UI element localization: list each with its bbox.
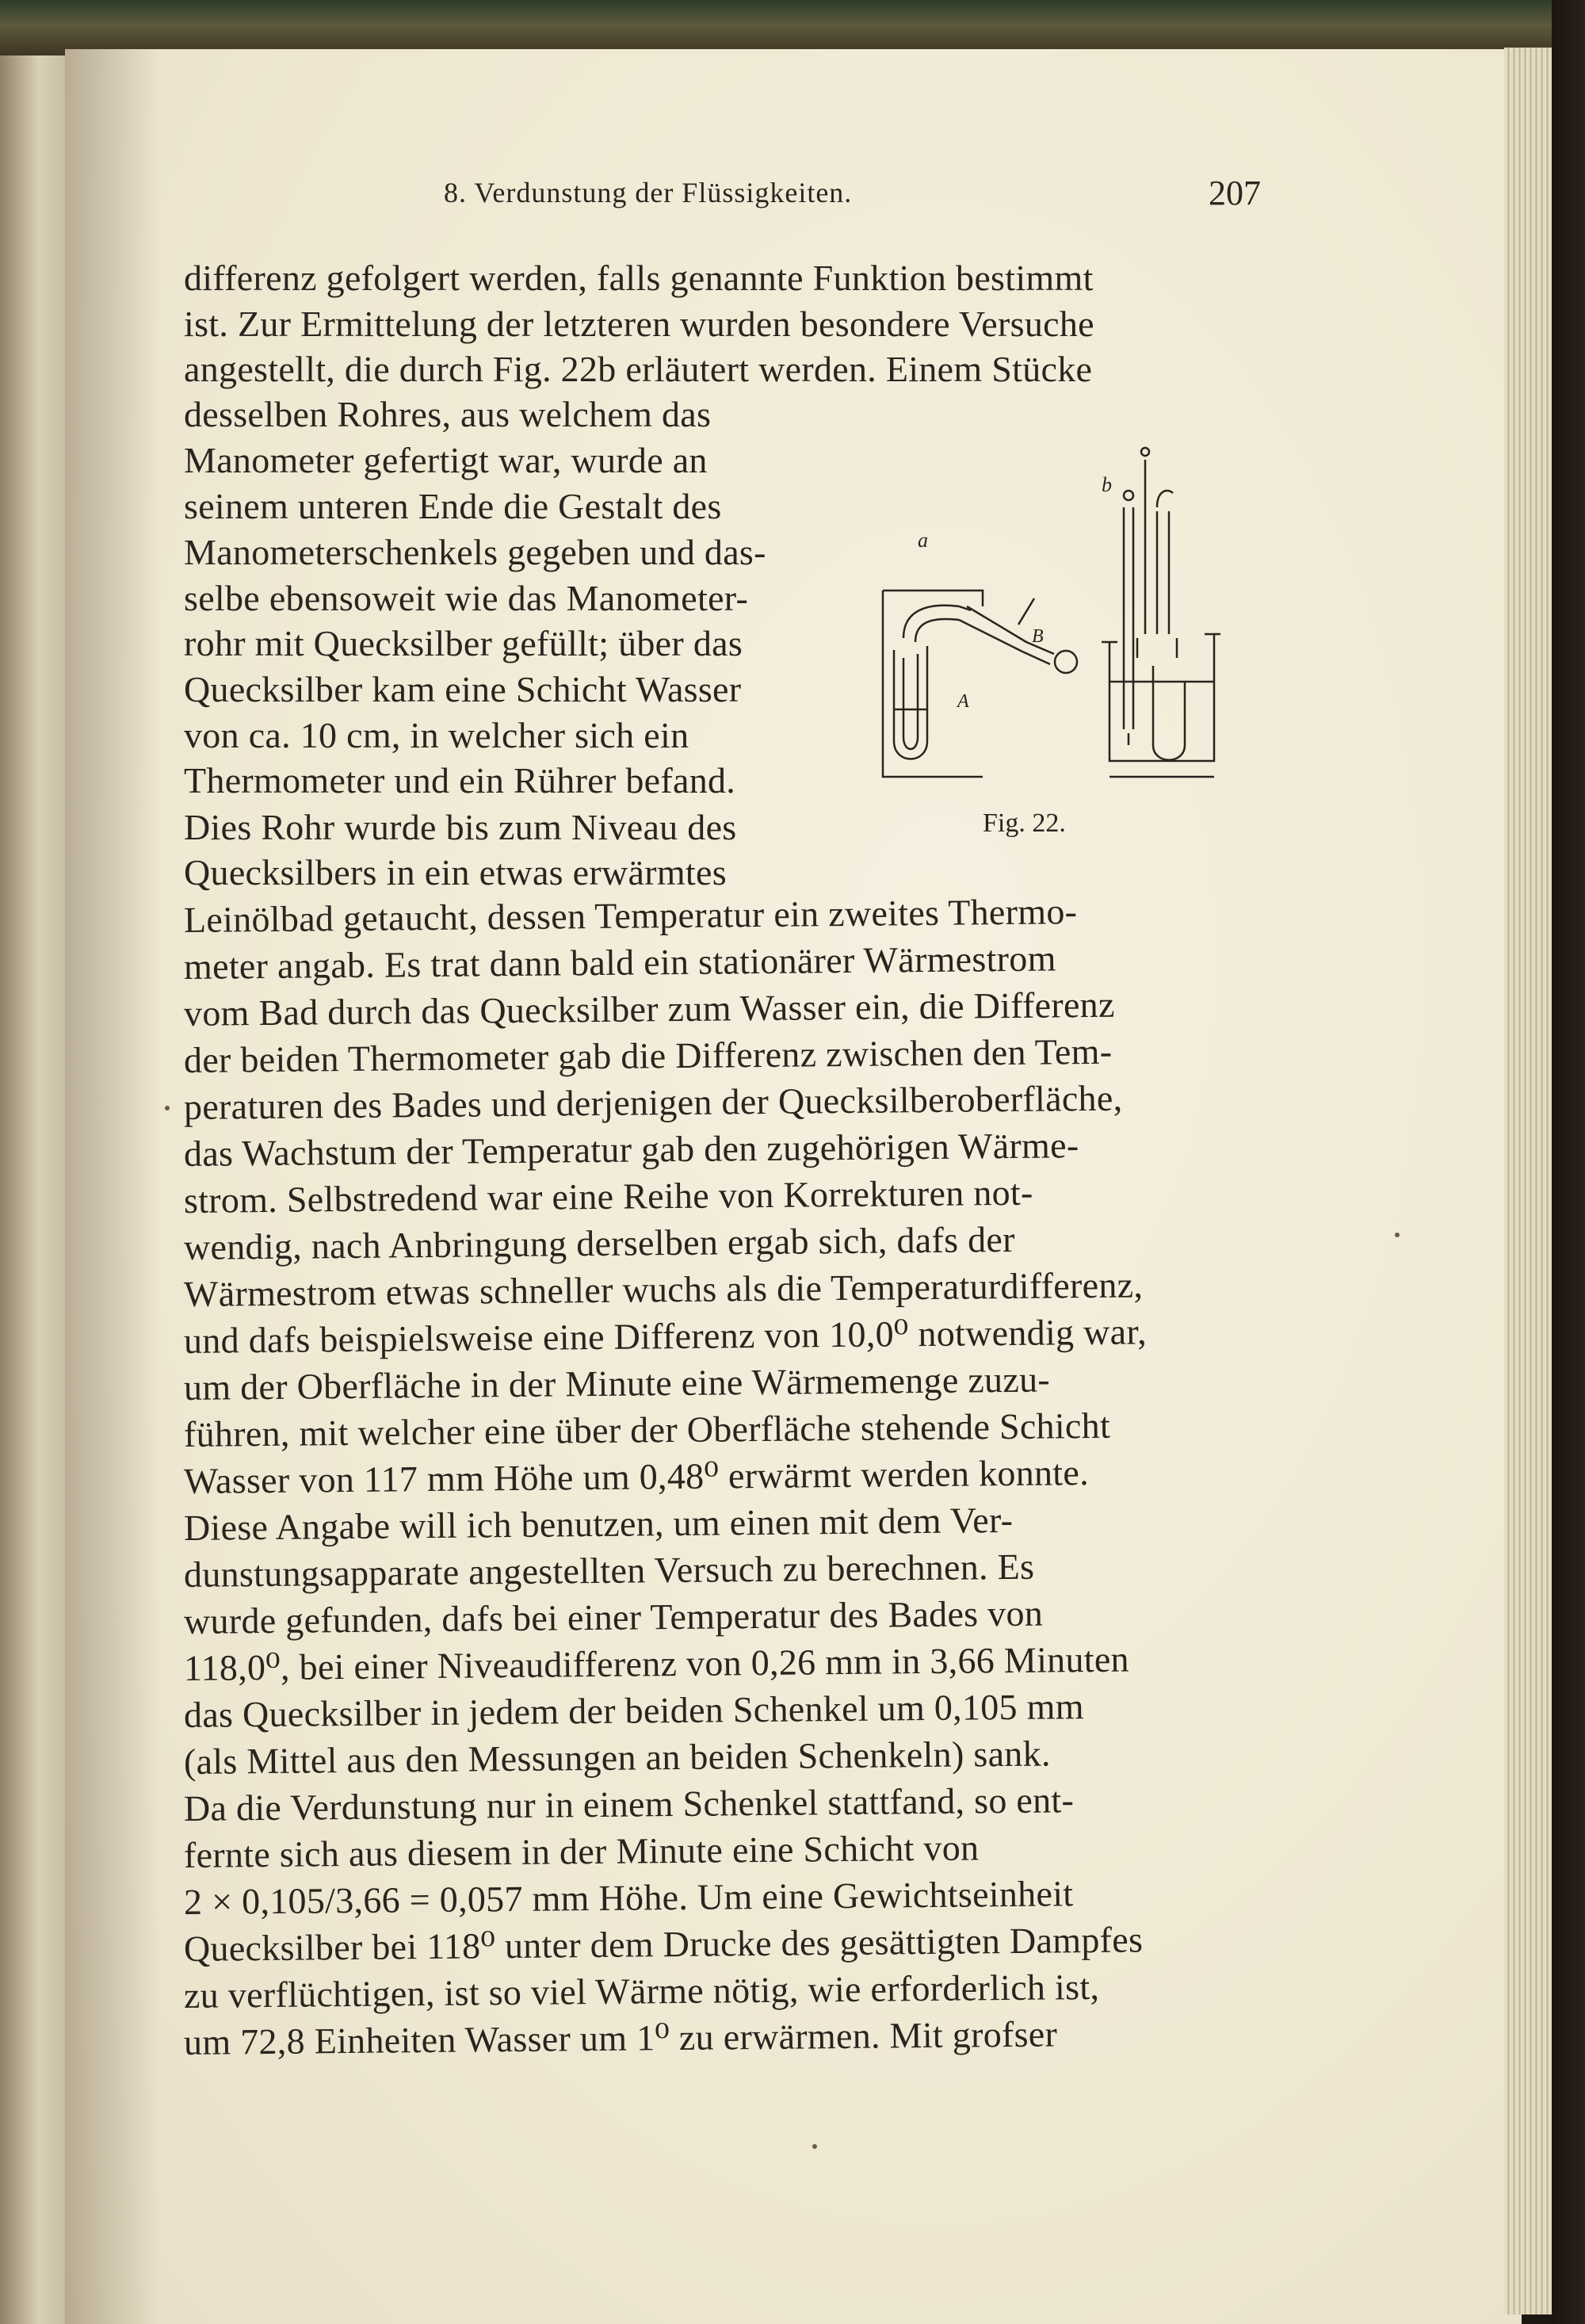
text-line: um der Oberfläche in der Minute eine Wärmemenge zuzu- xyxy=(183,1359,1051,1408)
text-line: fernte sich aus diesem in der Minute eine Schicht von xyxy=(183,1827,980,1875)
text-line: Quecksilber bei 118⁰ unter dem Drucke des gesättigten Dampfes xyxy=(183,1919,1144,1969)
u-tube-a xyxy=(894,646,927,759)
print-speck xyxy=(812,2144,817,2149)
text-line: Quecksilbers in ein etwas erwärmtes xyxy=(184,852,727,893)
text-line: um 72,8 Einheiten Wasser um 1⁰ zu erwärmen. Mit grofser xyxy=(183,2013,1058,2062)
text-line: seinem unteren Ende die Gestalt des xyxy=(184,486,722,526)
text-line: Diese Angabe will ich benutzen, um einen mit dem Ver- xyxy=(183,1499,1014,1548)
label-A: A xyxy=(957,691,969,712)
text-line: Manometerschenkels gegeben und das- xyxy=(184,532,766,572)
text-line: dunstungsapparate angestellten Versuch zu berechnen. Es xyxy=(183,1546,1035,1595)
text-line: selbe ebensoweit wie das Manometer- xyxy=(184,578,749,618)
text-line: angestellt, die durch Fig. 22b erläutert werden. Einem Stücke xyxy=(184,349,1093,389)
text-line: Quecksilber kam eine Schicht Wasser xyxy=(184,669,742,709)
running-head: 8. Verdunstung der Flüssigkeiten. xyxy=(444,177,853,208)
text-line: Da die Verdunstung nur in einem Schenkel stattfand, so ent- xyxy=(183,1779,1075,1829)
text-line: strom. Selbstredend war eine Reihe von Korrekturen not- xyxy=(183,1172,1033,1221)
text-line: Wasser von 117 mm Höhe um 0,48⁰ erwärmt werden konnte. xyxy=(183,1452,1090,1501)
page-number: 207 xyxy=(1209,174,1261,212)
text-line: ist. Zur Ermittelung der letzteren wurden besondere Versuche xyxy=(184,304,1094,344)
print-speck xyxy=(165,1106,170,1110)
page-gutter-shadow xyxy=(65,49,160,2324)
text-line: meter angab. Es trat dann bald ein stationärer Wärmestrom xyxy=(183,938,1056,987)
book-cover-right xyxy=(1552,0,1585,2324)
previous-page-edge xyxy=(0,55,65,2324)
page-stack-edges xyxy=(1504,48,1552,2314)
text-line: vom Bad durch das Quecksilber zum Wasser ein, die Differenz xyxy=(183,984,1115,1034)
figure-caption: Fig. 22. xyxy=(983,808,1066,838)
print-speck xyxy=(1395,1233,1400,1237)
text-line: wendig, nach Anbringung derselben ergab sich, dafs der xyxy=(183,1218,1015,1267)
text-line: zu verflüchtigen, ist so viel Wärme nötig, wie erforderlich ist, xyxy=(183,1966,1100,2016)
text-line: von ca. 10 cm, in welcher sich ein xyxy=(184,715,689,755)
text-line: das Wachstum der Temperatur gab den zugehörigen Wärme- xyxy=(183,1125,1079,1174)
text-line: peraturen des Bades und derjenigen der Quecksilberoberfläche, xyxy=(183,1077,1123,1127)
apparatus-diagram xyxy=(872,444,1236,801)
figure-22 xyxy=(872,444,1236,801)
label-B: B xyxy=(1032,626,1044,647)
text-line: Leinölbad getaucht, dessen Temperatur ein zweites Thermo- xyxy=(183,891,1078,940)
text-line: Manometer gefertigt war, wurde an xyxy=(184,440,708,480)
text-line: und dafs beispielsweise eine Differenz von 10,0⁰ notwendig war, xyxy=(183,1311,1148,1361)
text-line: führen, mit welcher eine über der Oberfläche stehende Schicht xyxy=(183,1405,1111,1454)
text-line: 2 × 0,105/3,66 = 0,057 mm Höhe. Um eine Gewichtseinheit xyxy=(183,1873,1074,1922)
text-line: desselben Rohres, aus welchem das xyxy=(184,394,712,434)
text-line: wurde gefunden, dafs bei einer Temperatur des Bades von xyxy=(183,1592,1044,1642)
label-a: a xyxy=(918,529,928,552)
text-line: rohr mit Quecksilber gefüllt; über das xyxy=(184,623,743,663)
text-line: Dies Rohr wurde bis zum Niveau des xyxy=(184,807,737,847)
vessel-b-outline xyxy=(1110,634,1214,761)
bulb-b xyxy=(1055,651,1077,673)
vessel-a-outline xyxy=(883,591,983,777)
text-line: (als Mittel aus den Messungen an beiden Schenkeln) sank. xyxy=(183,1733,1051,1782)
text-line: differenz gefolgert werden, falls genannte Funktion bestimmt xyxy=(184,258,1094,298)
text-line: der beiden Thermometer gab die Differenz zwischen den Tem- xyxy=(183,1030,1113,1080)
text-line: Thermometer und ein Rührer befand. xyxy=(184,760,736,801)
label-b: b xyxy=(1102,473,1112,496)
text-line: 118,0⁰, bei einer Niveaudifferenz von 0,26 mm in 3,66 Minuten xyxy=(183,1638,1130,1688)
text-line: Wärmestrom etwas schneller wuchs als die Temperaturdifferenz, xyxy=(183,1264,1144,1314)
text-line: das Quecksilber in jedem der beiden Schenkel um 0,105 mm xyxy=(183,1686,1085,1735)
